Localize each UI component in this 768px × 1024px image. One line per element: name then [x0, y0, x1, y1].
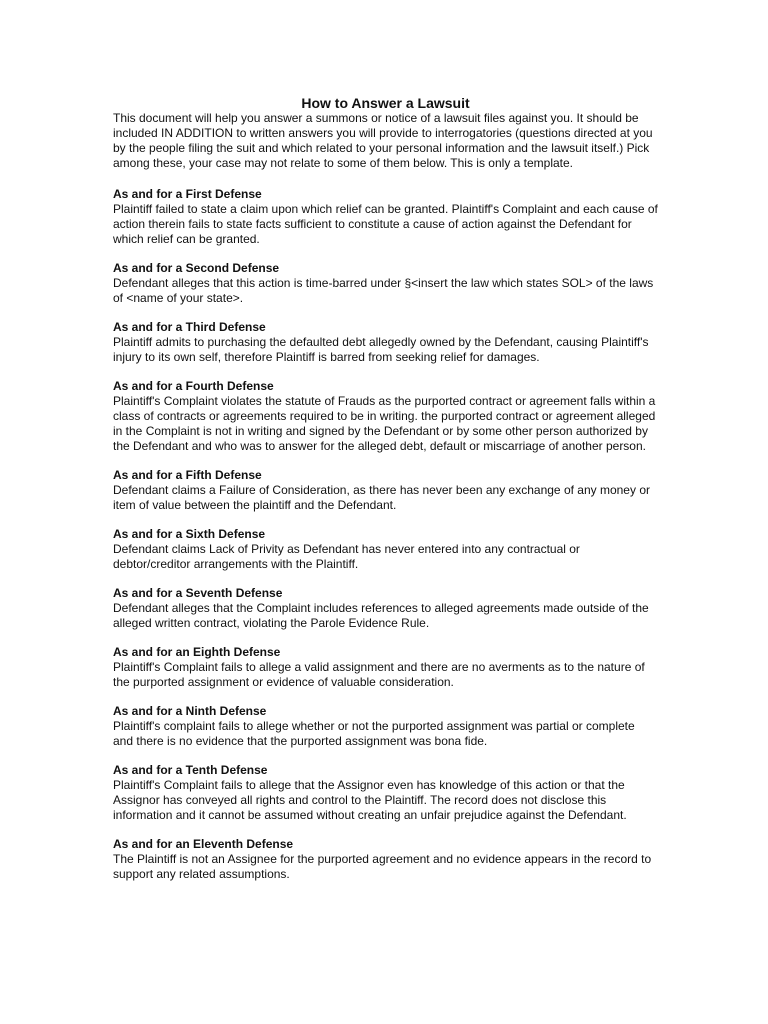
defense-heading: As and for a Third Defense	[113, 320, 266, 334]
defense-body: Plaintiff's Complaint violates the statute of Frauds as the purported contract or agreement falls within a class of contracts or agreements required to be in writing. the purported contract or agreement alleged in the Complaint is not in writing and signed by the Defendant or by some other person authorized by the Defendant and who was to answer for the alleged debt, default or miscarriage of another person.	[113, 394, 656, 453]
defense-section	[113, 187, 658, 247]
defense-body: Defendant alleges that this action is time-barred under §<insert the law which states SOL> of the laws of <name of your state>.	[113, 276, 654, 305]
defense-heading: As and for a Second Defense	[113, 261, 280, 275]
defense-section	[113, 645, 658, 690]
defense-body: Defendant alleges that the Complaint includes references to alleged agreements made outside of the alleged written contract, violating the Parole Evidence Rule.	[113, 601, 649, 630]
defense-body: Plaintiff's complaint fails to allege whether or not the purported assignment was partial or complete and there is no evidence that the purported assignment was bona fide.	[113, 719, 635, 748]
defense-body: Plaintiff's Complaint fails to allege a valid assignment and there are no averments as to the nature of the purported assignment or evidence of valuable consideration.	[113, 660, 645, 689]
defense-section	[113, 527, 658, 572]
defense-body: Plaintiff admits to purchasing the defaulted debt allegedly owned by the Defendant, causing Plaintiff's injury to its own self, therefore Plaintiff is barred from seeking relief for damages.	[113, 335, 649, 364]
document-page	[113, 95, 658, 896]
intro-paragraph: This document will help you answer a summons or notice of a lawsuit files against you. It should be included IN ADDITION to written answers you will provide to interrogatories (questions directed at you by the people filing the suit and which related to your personal information and the lawsuit itself.) Pick among these, your case may not relate to some of them below. This is only a template.	[113, 111, 653, 170]
defense-heading: As and for a Sixth Defense	[113, 527, 266, 541]
defense-heading: As and for a First Defense	[113, 187, 262, 201]
defense-body: Defendant claims a Failure of Consideration, as there has never been any exchange of any money or item of value between the plaintiff and the Defendant.	[113, 483, 650, 512]
defense-section	[113, 704, 658, 749]
defense-section	[113, 763, 658, 823]
defense-section	[113, 468, 658, 513]
defense-heading: As and for a Ninth Defense	[113, 704, 267, 718]
defense-body: Defendant claims Lack of Privity as Defendant has never entered into any contractual or debtor/creditor arrangements with the Plaintiff.	[113, 542, 580, 571]
defense-heading: As and for an Eleventh Defense	[113, 837, 294, 851]
defense-heading: As and for a Seventh Defense	[113, 586, 283, 600]
defense-section	[113, 586, 658, 631]
defense-heading: As and for a Tenth Defense	[113, 763, 268, 777]
defense-heading: As and for an Eighth Defense	[113, 645, 281, 659]
defense-body: Plaintiff's Complaint fails to allege that the Assignor even has knowledge of this action or that the Assignor has conveyed all rights and control to the Plaintiff. The record does not disclose this information and it cannot be assumed without creating an unfair prejudice against the Defendant.	[113, 778, 627, 822]
defense-body: Plaintiff failed to state a claim upon which relief can be granted. Plaintiff's Complaint and each cause of action therein fails to state facts sufficient to constitute a cause of action against the Defendant for which relief can be granted.	[113, 202, 658, 246]
defense-section	[113, 261, 658, 306]
defense-section	[113, 379, 658, 454]
defense-section	[113, 837, 658, 882]
document-title: How to Answer a Lawsuit	[301, 95, 470, 111]
defense-body: The Plaintiff is not an Assignee for the purported agreement and no evidence appears in the record to support any related assumptions.	[113, 852, 652, 881]
defense-heading: As and for a Fifth Defense	[113, 468, 262, 482]
defense-heading: As and for a Fourth Defense	[113, 379, 274, 393]
defense-section	[113, 320, 658, 365]
